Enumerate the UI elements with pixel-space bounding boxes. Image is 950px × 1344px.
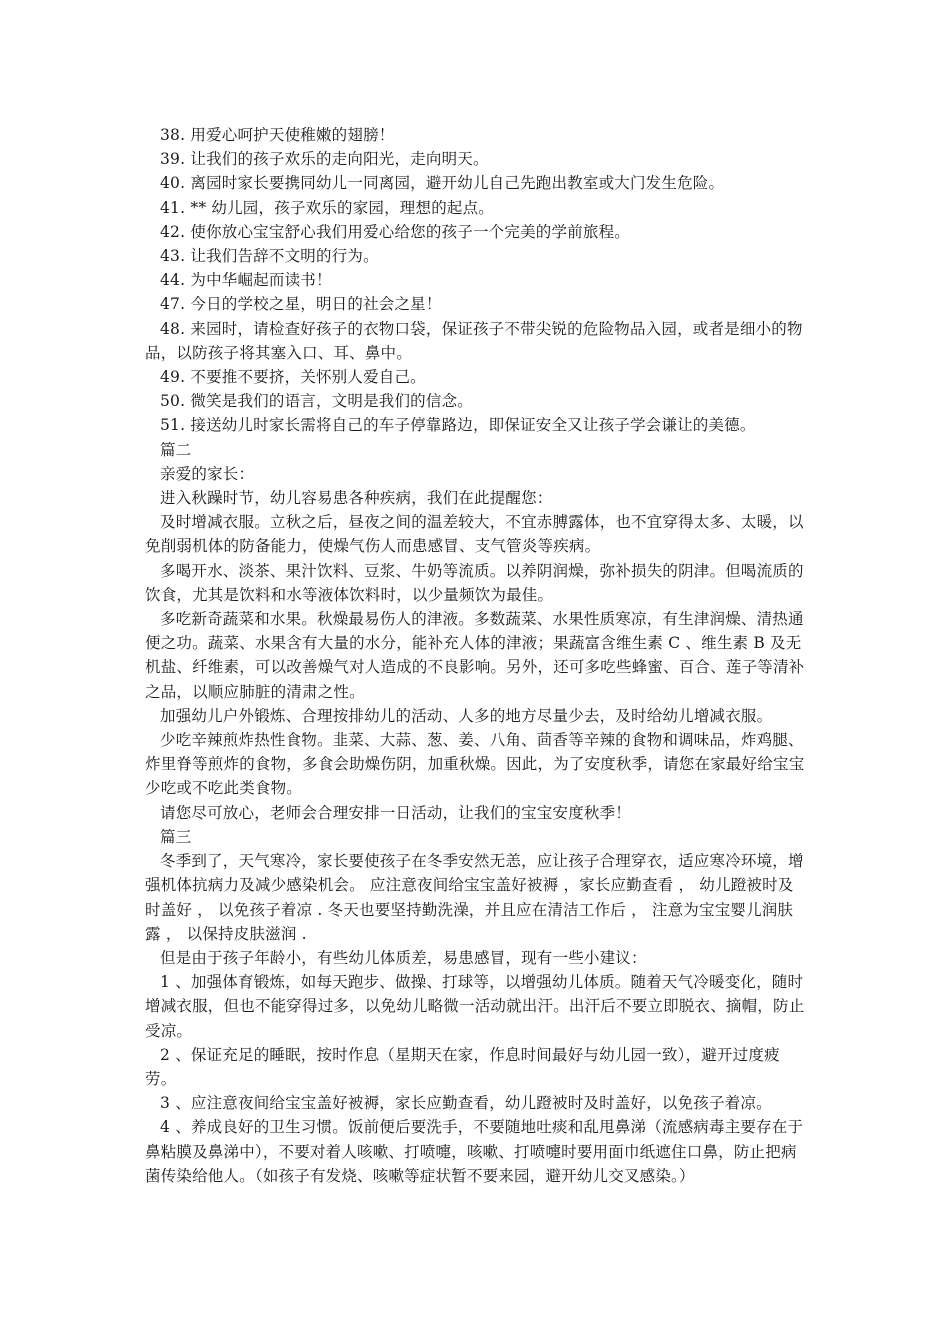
list-item: 48. 来园时，请检查好孩子的衣物口袋，保证孩子不带尖锐的危险物品入园，或者是细小的物品，以防孩子将其塞入口、耳、鼻中。 bbox=[145, 319, 803, 362]
paragraph: 1 、加强体育锻炼，如每天跑步、做操、打球等，以增强幼儿体质。随着天气冷暖变化，随时增减衣服，但也不能穿得过多，以免幼儿略微一活动就出汗。出汗后不要立即脱衣、摘帽，防止受凉。 bbox=[145, 973, 805, 1040]
list-item: 41. ** 幼儿园，孩子欢乐的家园，理想的起点。 bbox=[160, 198, 495, 217]
section-heading: 篇三 bbox=[160, 827, 192, 846]
list-item: 40. 离园时家长要携同幼儿一同离园，避开幼儿自己先跑出教室或大门发生危险。 bbox=[160, 174, 725, 193]
paragraph: 冬季到了，天气寒冷，家长要使孩子在冬季安然无恙，应让孩子合理穿衣，适应寒冷环境，增强机体抗病力及减少感染机会。 应注意夜间给宝宝盖好被褥 ，家长应勤查看 ， 幼儿蹬被时及时盖好 ， 以免孩子着凉 . 冬天也要坚持勤洗澡，并且应在清洁工作后 ， 注意为宝宝婴儿润肤露 ， 以保持皮肤滋润 . bbox=[145, 852, 804, 943]
list-item: 42. 使你放心宝宝舒心我们用爱心给您的孩子一个完美的学前旅程。 bbox=[160, 222, 630, 241]
document-body bbox=[145, 123, 805, 1188]
paragraph: 3 、应注意夜间给宝宝盖好被褥，家长应勤查看，幼儿蹬被时及时盖好，以免孩子着凉。 bbox=[160, 1094, 772, 1113]
section-heading: 篇二 bbox=[160, 440, 192, 459]
paragraph: 进入秋躁时节，幼儿容易患各种疾病，我们在此提醒您： bbox=[160, 489, 553, 508]
salutation: 亲爱的家长： bbox=[160, 464, 255, 483]
list-item: 43. 让我们告辞不文明的行为。 bbox=[160, 247, 379, 266]
paragraph: 少吃辛辣煎炸热性食物。韭菜、大蒜、葱、姜、八角、茴香等辛辣的食物和调味品，炸鸡腿、炸里脊等煎炸的食物，多食会助燥伤阴，加重秋燥。因此，为了安度秋季，请您在家最好给宝宝少吃或不吃此类食物。 bbox=[145, 731, 805, 798]
list-item: 44. 为中华崛起而读书！ bbox=[160, 271, 332, 290]
list-item: 38. 用爱心呵护天使稚嫩的翅膀！ bbox=[160, 126, 395, 144]
paragraph: 请您尽可放心，老师会合理安排一日活动，让我们的宝宝安度秋季！ bbox=[160, 803, 632, 822]
paragraph: 多喝开水、淡茶、果汁饮料、豆浆、牛奶等流质。以养阴润燥，弥补损失的阴津。但喝流质的饮食，尤其是饮料和水等液体饮料时，以少量频饮为最佳。 bbox=[145, 561, 804, 604]
list-item: 50. 微笑是我们的语言，文明是我们的信念。 bbox=[160, 392, 473, 411]
paragraph: 2 、保证充足的睡眠，按时作息（星期天在家，作息时间最好与幼儿园一致），避开过度疲劳。 bbox=[145, 1045, 780, 1088]
paragraph: 加强幼儿户外锻炼、合理按排幼儿的活动、人多的地方尽量少去，及时给幼儿增减衣服。 bbox=[160, 706, 773, 725]
list-item: 49. 不要推不要挤，关怀别人爱自己。 bbox=[160, 368, 426, 387]
paragraph: 及时增减衣服。立秋之后，昼夜之间的温差较大，不宜赤膊露体，也不宜穿得太多、太暖，以免削弱机体的防备能力，使燥气伤人而患感冒、支气管炎等疾病。 bbox=[145, 513, 804, 556]
list-item: 47. 今日的学校之星，明日的社会之星！ bbox=[160, 295, 442, 314]
list-item: 39. 让我们的孩子欢乐的走向阳光，走向明天。 bbox=[160, 150, 489, 169]
list-item: 51. 接送幼儿时家长需将自己的车子停靠路边，即保证安全又让孩子学会谦让的美德。 bbox=[160, 416, 756, 435]
paragraph: 但是由于孩子年龄小，有些幼儿体质差，易患感冒，现有一些小建议： bbox=[160, 948, 647, 967]
paragraph: 多吃新奇蔬菜和水果。秋燥最易伤人的津液。多数蔬菜、水果性质寒凉，有生津润燥、清热通便之功。蔬菜、水果含有大量的水分，能补充人体的津液；果蔬富含维生素 C 、维生素 B 及无机盐、纤维素，可以改善燥气对人造成的不良影响。另外，还可多吃些蜂蜜、百合、莲子等清补之品，以顺应肺脏的清肃之性。 bbox=[145, 610, 805, 701]
paragraph: 4 、养成良好的卫生习惯。饭前便后要洗手，不要随地吐痰和乱甩鼻涕（流感病毒主要存在于鼻粘膜及鼻涕中），不要对着人咳嗽、打喷嚏，咳嗽、打喷嚏时要用面巾纸遮住口鼻，防止把病菌传染给他人。（如孩子有发烧、咳嗽等症状暂不要来园，避开幼儿交叉感染。） bbox=[145, 1118, 804, 1185]
